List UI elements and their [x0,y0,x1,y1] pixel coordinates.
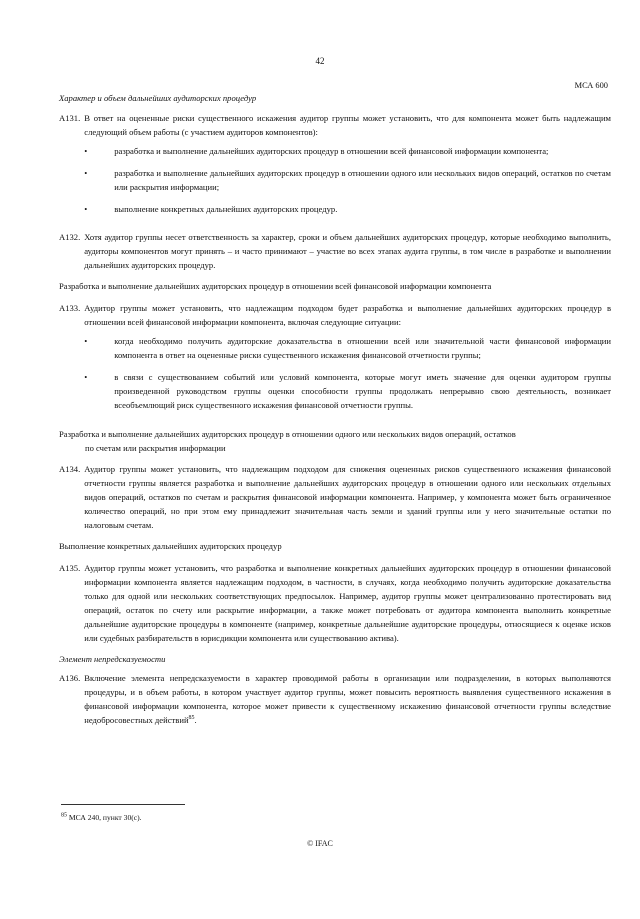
paragraph-number: A136. [59,673,81,684]
list-item [82,145,611,159]
paragraph-number: A133. [59,303,81,314]
paragraph-text: В ответ на оцененные риски существенного искажения аудитор группы может установить, что для компонента может быть надлежащим следующий объем работы (с участием аудиторов компонентов): [84,112,611,137]
paragraph-number: A131. [59,112,81,123]
paragraph-a135 [59,562,611,646]
standard-code: МСА 600 [574,81,608,90]
bullet-list [82,335,611,413]
paragraph-text: Включение элемента непредсказуемости в характер проводимой работы в организации или подразделении, в которых выполняются процедуры, и в объем работы, в котором участвует аудитор группы, может повысить вероятность выявления существенного искажения в финансовой информации компонента, которое может привести к существенному искажению финансовой отчетности группы вследствие недобросовестных действий [84,673,611,726]
subsection-heading [59,428,611,456]
subsection-heading: Выполнение конкретных дальнейших аудиторских процедур [59,541,282,552]
footnote-reference[interactable]: 85 [188,715,195,722]
bullet-icon: • [84,371,88,382]
paragraph-text: Аудитор группы может установить, что разработка и выполнение конкретных дальнейших аудиторских процедур в отношении финансовой информации компонента является надлежащим подходом, в частности, в случаях, когда необходимо получить аудиторские доказательства только для одной или нескольких соответствующих предпосылок. Например, аудитор группы может централизованно протестировать вид операций, остаток по счету или раскрытие информации, а также может потребовать от аудитора компонента выполнить конкретные дальнейшие аудиторские процедуры в компоненте (например, конкретные дальнейшие аудиторские процедуры, относящиеся к оценке исков или судебных разбирательств в юрисдикции компонента или существованию актива). [84,562,611,643]
paragraph-a134 [59,463,611,533]
paragraph-number: A135. [59,562,81,573]
paragraph-a136 [59,672,611,728]
section-heading: Элемент непредсказуемости [59,653,166,664]
footnote-number: 85 [61,812,67,819]
bullet-icon: • [84,335,88,346]
list-item-text: когда необходимо получить аудиторские доказательства в отношении всей или значительной части финансовой информации компонента в ответ на оцененные риски существенного искажения финансовой отчетности группы; [114,335,611,360]
bullet-icon: • [84,203,88,214]
paragraph-a133 [59,302,611,420]
list-item-text: выполнение конкретных дальнейших аудиторских процедур. [114,203,338,214]
bullet-list [82,145,611,217]
page-number: 42 [315,56,325,66]
paragraph-body [84,112,611,225]
bullet-icon: • [84,145,88,156]
paragraph-text: Аудитор группы может установить, что надлежащим подходом будет разработка и выполнение дальнейших аудиторских процедур в отношении всей финансовой информации компонента, включая следующие ситуации: [84,303,611,328]
list-item-text: в связи с существованием событий или условий компонента, которые могут иметь значение для оценки аудитором группы произведенной руководством группы оценки способности группы продолжать непрерывно свою деятельность, возникает всеобъемлющий риск существенного искажения финансовой отчетности группы. [114,371,611,410]
subsection-heading-line2: по счетам или раскрытия информации [85,442,226,453]
paragraph-text: Хотя аудитор группы несет ответственность за характер, сроки и объем дальнейших аудиторских процедур, которые необходимо выполнить, аудиторы компонентов могут принять – и часто принимают – участие во всех этапах аудита группы, в том числе в разработке и выполнении дальнейших аудиторских процедур. [84,232,611,271]
subsection-heading-line1: Разработка и выполнение дальнейших аудиторских процедур в отношении одного или нескольких видов операций, остатков [59,428,516,439]
footnote-text: МСА 240, пункт 30(c). [68,813,142,822]
footnote-divider [61,804,185,805]
list-item [82,167,611,195]
list-item [82,371,611,413]
paragraph-number: A132. [59,232,81,243]
list-item-text: разработка и выполнение дальнейших аудиторских процедур в отношении одного или нескольких видов операций, остатков по счетам или раскрытия информации; [114,167,611,192]
footnote [61,812,142,824]
paragraph-number: A134. [59,464,81,475]
paragraph-body: Включение элемента непредсказуемости в характер проводимой работы в организации или подразделении, в которых выполняются процедуры, и в объем работы, в котором участвует аудитор группы, может повысить вероятность выявления существенного искажения в финансовой информации компонента, которое может привести к существенному искажению финансовой отчетности группы вследствие недобросовестных действий$^{85}$. [84,673,611,726]
list-item [82,203,611,217]
page-content [59,92,611,735]
bullet-icon: • [84,167,88,178]
paragraph-text: Аудитор группы может установить, что надлежащим подходом для снижения оцененных рисков существенного искажения финансовой отчетности группы является разработка и выполнение дальнейших аудиторских процедур в отношении одного или нескольких отдельных видов операций, остатков по счетам и раскрытия финансовой информации компонента. Например, у компонента может быть ограниченное количество операций, но при этом ему принадлежит значительная часть земли и зданий группы или у него значительные остатки по налоговым счетам. [84,464,611,531]
list-item [82,335,611,363]
paragraph-body [84,302,611,420]
paragraph-a132 [59,231,611,273]
page-footer: © IFAC [307,839,333,848]
section-heading: Характер и объем дальнейших аудиторских процедур [59,93,257,103]
paragraph-a131 [59,112,611,225]
list-item-text: разработка и выполнение дальнейших аудиторских процедур в отношении всей финансовой информации компонента; [114,145,549,156]
subsection-heading: Разработка и выполнение дальнейших аудиторских процедур в отношении всей финансовой информации компонента [59,281,492,292]
